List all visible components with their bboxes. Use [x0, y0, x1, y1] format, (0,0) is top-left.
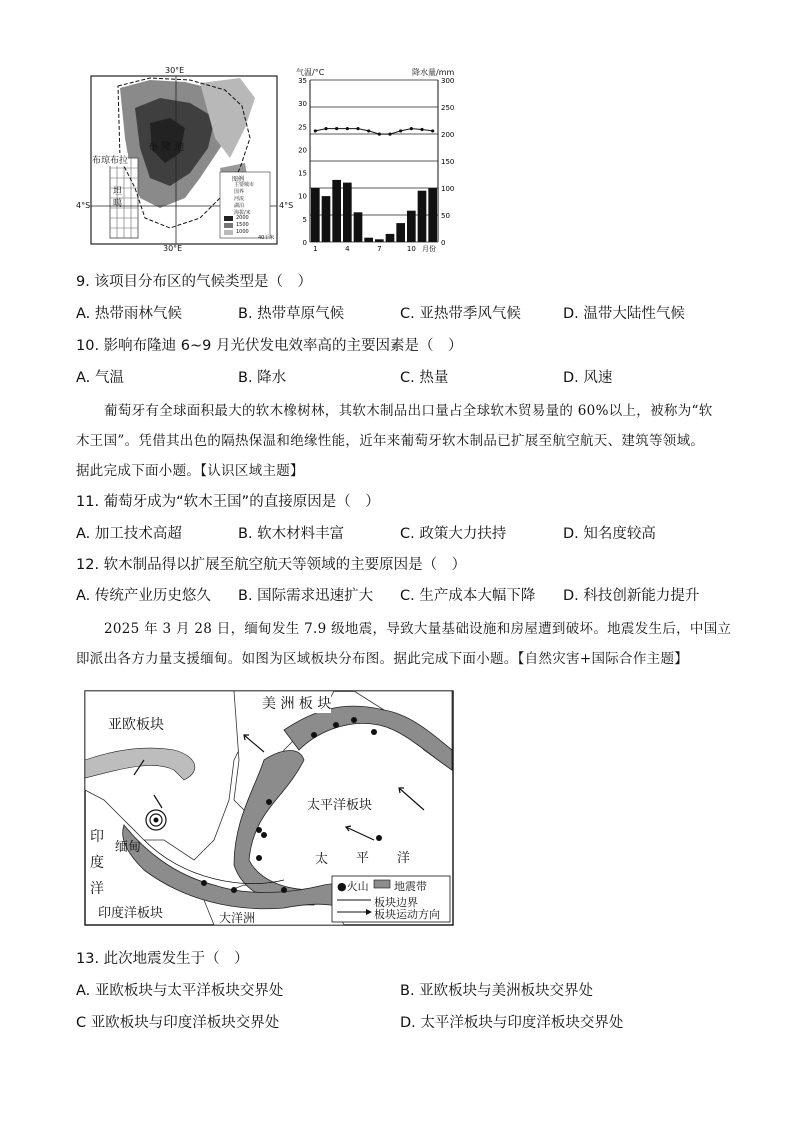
q10-option-b[interactable]: B. 降水: [238, 370, 287, 386]
q10-option-a[interactable]: A. 气温: [76, 370, 124, 386]
left-tick-label: 30: [298, 100, 307, 109]
map2-pacific-ocean-char: 太: [315, 852, 329, 867]
temperature-point: [388, 133, 391, 136]
temperature-point: [324, 127, 327, 130]
temperature-point: [314, 129, 317, 132]
precip-bar: [396, 223, 405, 242]
temperature-point: [431, 129, 434, 132]
x-tick-label: 10: [406, 245, 416, 253]
precip-bar: [343, 183, 352, 242]
map2-pacific-ocean-char: 平: [356, 851, 370, 866]
map2-oceania-label: 大洋洲: [219, 911, 256, 925]
map2-legend-motion: 板块运动方向: [374, 908, 440, 921]
temperature-line: [315, 129, 432, 135]
passage2-line: 即派出各方力量支援缅甸。如图为区域板块分布图。据此完成下面小题。【自然灾害+国际合作主题】: [76, 651, 689, 667]
chart-left-axis-label: 气温/°C: [296, 68, 325, 77]
precip-bar: [322, 196, 331, 242]
passage2-line: 2025 年 3 月 28 日，缅甸发生 7.9 级地震，导致大量基础设施和房屋遭到破坏。地震发生后，中国立: [104, 621, 732, 637]
q13-option-c[interactable]: C 亚欧板块与印度洋板块交界处: [76, 1015, 280, 1031]
temperature-point: [367, 129, 370, 132]
right-tick-label: 150: [441, 158, 455, 166]
map1-lat-left: 4°S: [76, 201, 91, 210]
chart-right-axis-label: 降水量/mm: [412, 68, 455, 77]
right-tick-label: 300: [441, 77, 455, 85]
passage1-line: 葡萄牙有全球面积最大的软木橡树林，其软木制品出口量占全球软木贸易量的 60%以上，被称为“软: [104, 403, 713, 419]
map1-country-label: 布 隆 迪: [148, 142, 185, 153]
q12-option-b[interactable]: B. 国际需求迅速扩大: [238, 588, 374, 604]
q9-option-c[interactable]: C. 亚热带季风气候: [400, 306, 521, 322]
map1-city-label: 布琼布拉: [92, 153, 128, 166]
passage1-line: 木王国”。凭借其出色的隔热保温和绝缘性能，近年来葡萄牙软木制品已扩展至航空航天、建筑等领域。: [76, 433, 705, 449]
q10-option-d[interactable]: D. 风速: [563, 370, 613, 386]
map1-legend-title: 图例: [232, 176, 245, 183]
map1-legend-item: 河流: [234, 196, 245, 202]
q12-option-c[interactable]: C. 生产成本大幅下降: [400, 588, 536, 604]
map1-scale-label: 40千米: [258, 235, 275, 241]
q12-option-a[interactable]: A. 传统产业历史悠久: [76, 588, 211, 604]
map1-legend-elev: 1000: [236, 229, 249, 235]
map2-myanmar-label: 缅甸: [115, 840, 142, 855]
left-tick-label: 15: [298, 169, 307, 178]
passage1-line: 据此完成下面小题。【认识区域主题】: [76, 463, 304, 479]
precip-bar: [311, 188, 320, 242]
precip-bar: [332, 180, 341, 242]
temperature-point: [335, 127, 338, 130]
map1-legend-item: 国界: [234, 189, 245, 195]
map2-pacific-ocean-char: 洋: [397, 851, 411, 866]
right-tick-label: 0: [441, 239, 446, 247]
x-tick-label: 7: [377, 245, 382, 253]
precip-bar: [354, 212, 363, 242]
x-tick-label: 1: [313, 245, 318, 253]
q12-stem: 12. 软木制品得以扩展至航空航天等领域的主要原因是（ ）: [76, 557, 467, 573]
map2-indian-plate-label: 印度洋板块: [98, 906, 164, 921]
map1-lon-bottom: 30°E: [163, 244, 183, 253]
q12-option-d[interactable]: D. 科技创新能力提升: [563, 588, 700, 604]
q11-option-d[interactable]: D. 知名度较高: [563, 526, 656, 542]
q10-stem: 10. 影响布隆迪 6~9 月光伏发电效率高的主要因素是（ ）: [76, 338, 463, 354]
map1-lon-top: 30°E: [165, 66, 185, 75]
precip-bar: [428, 188, 437, 242]
right-tick-label: 250: [441, 104, 455, 112]
left-tick-label: 10: [298, 192, 307, 201]
map1-legend-item: 海拔/米: [234, 210, 251, 216]
q9-option-d[interactable]: D. 温带大陆性气候: [563, 306, 685, 322]
q13-option-a[interactable]: A. 亚欧板块与太平洋板块交界处: [76, 983, 284, 999]
temperature-point: [356, 127, 359, 130]
x-unit-label: 月份: [422, 245, 436, 253]
q10-option-c[interactable]: C. 热量: [400, 370, 449, 386]
q9-option-b[interactable]: B. 热带草原气候: [238, 306, 345, 322]
right-tick-label: 50: [441, 212, 450, 220]
left-tick-label: 5: [302, 215, 307, 224]
map1-legend-item: 湖泊: [234, 203, 245, 209]
temperature-point: [410, 127, 413, 130]
climate-chart: [288, 66, 468, 256]
x-tick-label: 4: [345, 245, 350, 253]
left-tick-label: 20: [298, 146, 307, 155]
precip-bar: [407, 211, 416, 242]
map2-america-label: 美 洲 板 块: [262, 693, 331, 713]
q11-stem: 11. 葡萄牙成为“软木王国”的直接原因是（ ）: [76, 494, 380, 510]
map2-indian-char: 印: [90, 829, 104, 845]
precip-bar: [375, 239, 384, 242]
right-tick-label: 200: [441, 131, 455, 139]
map1-lake-label: 坦 噶: [113, 187, 123, 209]
map2-legend-quake: 地震带: [394, 880, 427, 893]
map1-legend-item: 主要城市: [234, 182, 255, 188]
left-tick-label: 35: [298, 77, 307, 85]
map2-indian-char: 洋: [90, 881, 104, 897]
temperature-point: [399, 129, 402, 132]
q13-option-d[interactable]: D. 太平洋板块与印度洋板块交界处: [400, 1015, 624, 1031]
map1-legend-elev: 1500: [236, 222, 249, 228]
q9-option-a[interactable]: A. 热带雨林气候: [76, 306, 182, 322]
map1-legend-elev: 2000: [236, 215, 249, 221]
precip-bar: [386, 234, 395, 242]
q11-option-a[interactable]: A. 加工技术高超: [76, 526, 182, 542]
precip-bar: [418, 191, 427, 242]
q11-option-c[interactable]: C. 政策大力扶持: [400, 526, 507, 542]
map2-indian-char: 度: [90, 855, 104, 871]
temperature-point: [378, 133, 381, 136]
map2-pacific-plate-label: 太平洋板块: [307, 798, 373, 813]
left-tick-label: 0: [302, 239, 307, 247]
map2-eurasia-label: 亚欧板块: [108, 717, 164, 733]
q13-option-b[interactable]: B. 亚欧板块与美洲板块交界处: [400, 983, 594, 999]
map2-legend-volcano: ●火山: [337, 880, 369, 893]
left-tick-label: 25: [298, 123, 307, 132]
temperature-point: [420, 128, 423, 131]
map1-lat-right: 4°S: [279, 201, 294, 210]
precip-bar: [364, 238, 373, 242]
map2-legend-boundary: 板块边界: [374, 896, 418, 909]
right-tick-label: 100: [441, 185, 455, 193]
q9-stem: 9. 该项目分布区的气候类型是（ ）: [76, 274, 312, 290]
q13-stem: 13. 此次地震发生于（ ）: [76, 951, 249, 967]
temperature-point: [346, 127, 349, 130]
q11-option-b[interactable]: B. 软木材料丰富: [238, 526, 345, 542]
